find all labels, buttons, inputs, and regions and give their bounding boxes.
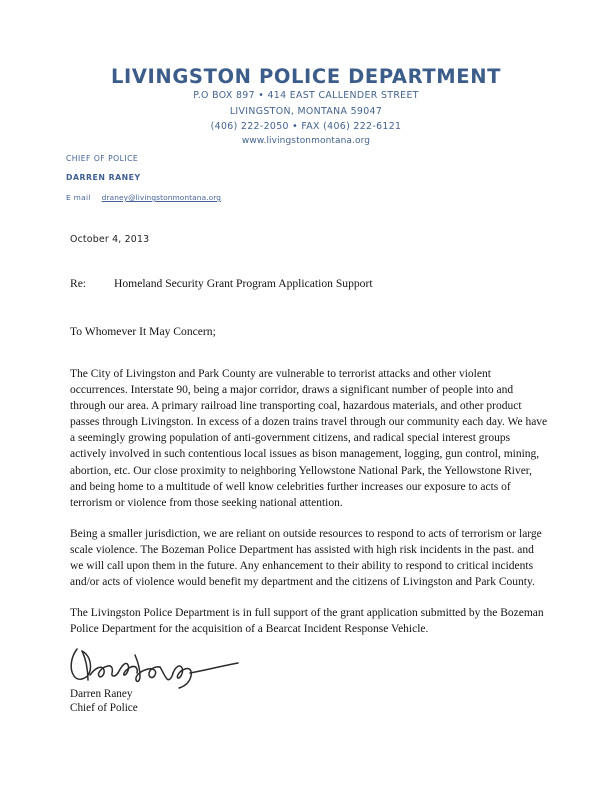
signer-name: Darren Raney	[70, 688, 133, 700]
signer-title: Chief of Police	[70, 702, 138, 714]
subject-text: Homeland Security Grant Program Application Support	[114, 277, 373, 290]
subject-tag: Re:	[70, 277, 87, 290]
chief-role-label: CHIEF OF POLICE	[66, 154, 139, 163]
email-label: E mail	[66, 193, 91, 202]
body-paragraph: The City of Livingston and Park County are vulnerable to terrorist attacks and other violent occurrences. Interstate 90, being a major corridor, draws a significant number of people into and through our area. A primary railroad line transporting coal, hazardous materials, and other product passes through Livingston. In excess of a dozen trains travel through our community each day. We have a seemingly growing population of anti-government citizens, and radical special interest groups actively involved in such contentious local issues as bison management, logging, gun control, mining, abortion, etc. Our close proximity to neighboring Yellowstone National Park, the Yellowstone River, and being home to a multitude of well know celebrities further increases our exposure to acts of terrorism or violence from those seeking national attention.	[70, 368, 548, 509]
letter-salutation: To Whomever It May Concern;	[70, 325, 216, 338]
letter-body	[70, 366, 548, 637]
letterhead	[0, 66, 612, 148]
chief-name-label: DARREN RANEY	[66, 173, 141, 182]
body-paragraph: Being a smaller jurisdiction, we are reliant on outside resources to respond to acts of terrorism or large scale violence. The Bozeman Police Department has assisted with high risk incidents in the past. and we will call upon them in the future. Any enhancement to their ability to respond to critical incidents and/or acts of violence would benefit my department and the citizens of Livingston and Park County.	[70, 527, 542, 589]
department-address: P.O BOX 897 • 414 EAST CALLENDER STREET	[193, 90, 419, 102]
department-phone-fax: (406) 222-2050 • FAX (406) 222-6121	[210, 121, 402, 133]
department-city-state-zip: LIVINGSTON, MONTANA 59047	[229, 105, 383, 117]
signature-block	[66, 645, 326, 715]
letter-subject	[70, 277, 373, 290]
department-name: LIVINGSTON POLICE DEPARTMENT	[110, 65, 502, 88]
chief-of-police-block	[66, 154, 221, 202]
body-paragraph: The Livingston Police Department is in full support of the grant application submitted by the Bozeman Police Department for the acquisition of a Bearcat Incident Response Vehicle.	[70, 607, 544, 636]
email-address-link[interactable]: draney@livingstonmontana.org	[101, 193, 222, 202]
chief-email-row	[66, 193, 221, 202]
handwritten-signature-icon	[66, 645, 326, 691]
letter-date: October 4, 2013	[70, 234, 150, 245]
department-website: www.livingstonmontana.org	[241, 136, 371, 147]
